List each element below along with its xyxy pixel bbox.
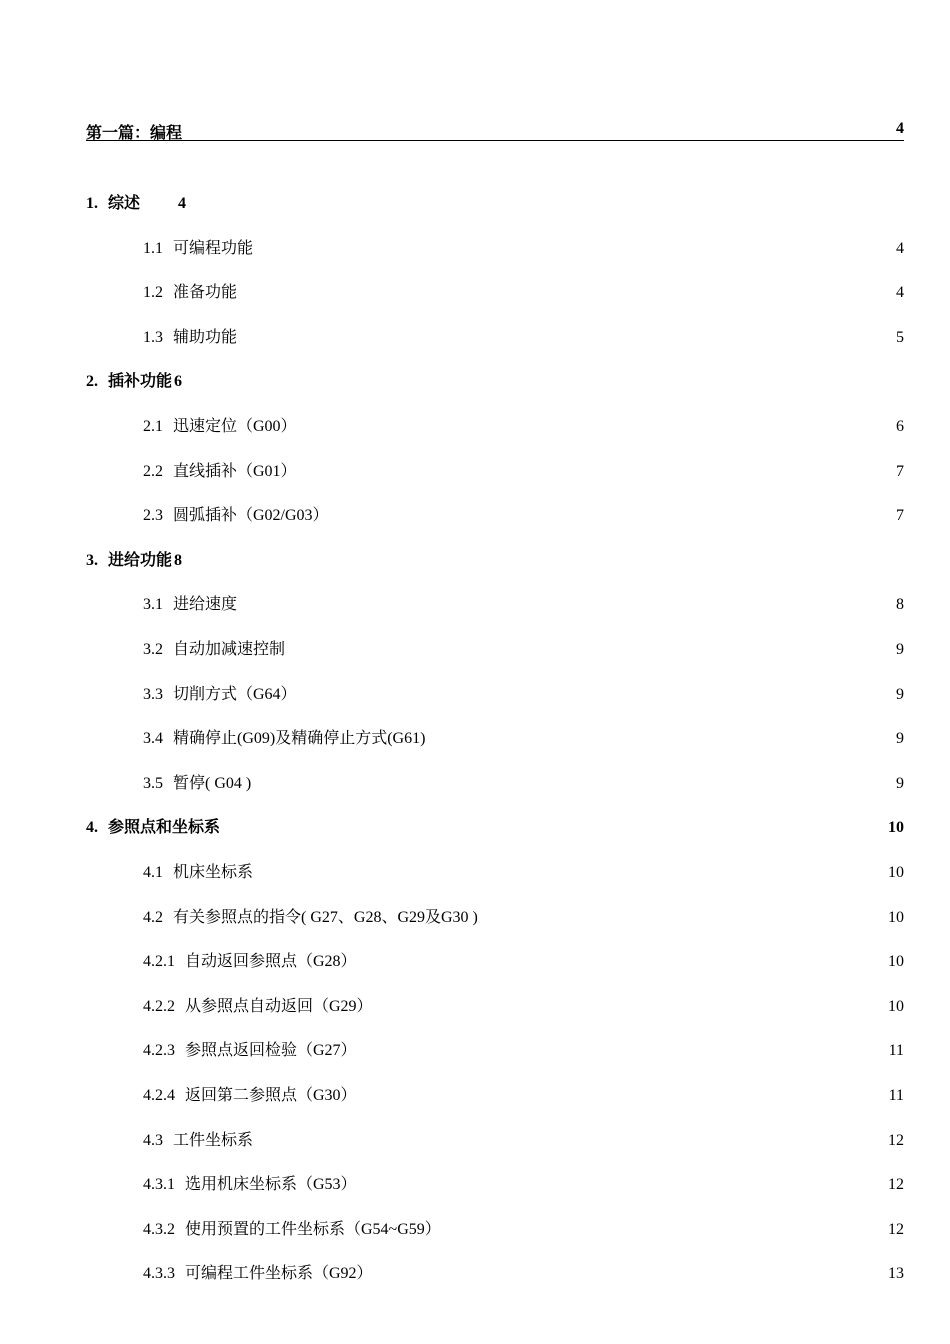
toc-entry-number: 3.2 [143, 641, 163, 658]
toc-section-entry[interactable] [143, 906, 904, 930]
toc-entry-page: 4 [896, 284, 904, 302]
toc-entry-page: 10 [888, 864, 904, 881]
toc-entry-title: 精确停止(G09)及精确停止方式(G61) [173, 730, 426, 748]
toc-entry-page: 7 [896, 462, 904, 480]
toc-section-entry[interactable] [143, 727, 904, 751]
toc-entry-page: 7 [896, 507, 904, 525]
toc-section-entry[interactable] [143, 950, 904, 974]
toc-section-entry[interactable] [143, 237, 904, 261]
toc-section-entry[interactable] [143, 281, 904, 305]
toc-entry-page: 13 [888, 1265, 904, 1283]
toc-section-entry[interactable] [143, 415, 904, 439]
toc-section-entry[interactable] [143, 1218, 904, 1242]
toc-section-entry[interactable] [143, 638, 904, 662]
toc-entry-page: 12 [888, 1220, 904, 1238]
toc-section-entry[interactable] [143, 1129, 904, 1153]
toc-chapter-entry[interactable] [86, 370, 904, 394]
toc-entry-title: 工件坐标系 [173, 1131, 254, 1149]
toc-entry-page: 11 [888, 1087, 904, 1104]
toc-entry-page: 9 [896, 685, 904, 703]
toc-entry-title: 迅速定位（G00） [173, 418, 297, 435]
toc-entry-page: 8 [896, 596, 904, 614]
toc-entry-number: 4. [86, 819, 98, 837]
toc-entry-title: 自动加减速控制 [173, 641, 286, 658]
part-heading-title: 第一篇：编程 [86, 125, 183, 142]
toc-entry-title: 进给功能 [108, 551, 173, 569]
toc-section-entry[interactable] [143, 1173, 904, 1197]
toc-entry-number: 3.4 [143, 730, 163, 748]
toc-entry-number: 4.2.4 [143, 1087, 175, 1104]
toc-entry-title: 圆弧插补（G02/G03） [173, 507, 329, 525]
toc-entry-number: 4.2 [143, 908, 163, 926]
toc-entry-title: 返回第二参照点（G30） [185, 1087, 357, 1104]
toc-entry-number: 2. [86, 373, 98, 391]
toc-entry-page: 10 [888, 953, 904, 971]
toc-entry-number: 3.3 [143, 685, 163, 703]
toc-entry-title: 直线插补（G01） [173, 462, 297, 480]
toc-entry-title: 辅助功能 [173, 328, 238, 346]
toc-entry-title: 综述 [108, 195, 141, 212]
toc-section-entry[interactable] [143, 460, 904, 484]
toc-entry-number: 4.2.3 [143, 1042, 175, 1060]
toc-entry-title: 可编程工件坐标系（G92） [185, 1265, 373, 1283]
toc-entry-page: 10 [888, 997, 904, 1015]
toc-entry-page: 9 [896, 774, 904, 792]
toc-entry-page: 4 [896, 239, 904, 257]
toc-entry-title: 使用预置的工件坐标系（G54~G59） [185, 1220, 441, 1238]
toc-section-entry[interactable] [143, 1084, 904, 1108]
toc-entry-number: 1. [86, 195, 98, 212]
toc-entry-page: 12 [888, 1131, 904, 1149]
toc-entry-number: 4.1 [143, 864, 163, 881]
toc-entry-title: 插补功能 [108, 373, 173, 391]
toc-entry-title: 可编程功能 [173, 239, 254, 257]
toc-entry-title: 选用机床坐标系（G53） [185, 1176, 357, 1194]
toc-entry-title: 暂停( G04 ) [173, 774, 252, 792]
toc-entry-number: 1.2 [143, 284, 163, 302]
toc-entry-number: 4.3.1 [143, 1176, 175, 1194]
toc-entry-title: 进给速度 [173, 596, 238, 614]
toc-entry-page: 9 [896, 730, 904, 748]
toc-chapter-entry[interactable] [86, 549, 904, 573]
toc-entry-page: 6 [896, 418, 904, 435]
toc-entry-page: 4 [178, 195, 187, 212]
toc-section-entry[interactable] [143, 504, 904, 528]
toc-entry-number: 2.3 [143, 507, 163, 525]
toc-entry-number: 3. [86, 551, 98, 569]
toc-entry-page: 6 [174, 373, 183, 391]
toc-entry-number: 2.1 [143, 418, 163, 435]
toc-entry-number: 4.3 [143, 1131, 163, 1149]
toc-entry-number: 4.2.1 [143, 953, 175, 971]
toc-entry-title: 参照点和坐标系 [108, 819, 221, 837]
toc-entry-number: 3.5 [143, 774, 163, 792]
toc-entry-page: 10 [888, 819, 904, 837]
toc-entry-title: 切削方式（G64） [173, 685, 297, 703]
toc-section-entry[interactable] [143, 1262, 904, 1286]
toc-entry-number: 4.3.3 [143, 1265, 175, 1283]
toc-entry-number: 4.3.2 [143, 1220, 175, 1238]
toc-entry-number: 1.1 [143, 239, 163, 257]
toc-entry-title: 有关参照点的指令( G27、G28、G29及G30 ) [173, 908, 478, 926]
toc-section-entry[interactable] [143, 861, 904, 885]
toc-entry-page: 12 [888, 1176, 904, 1194]
toc-entry-title: 准备功能 [173, 284, 238, 302]
part-heading-page: 4 [896, 120, 904, 137]
toc-section-entry[interactable] [143, 593, 904, 617]
toc-entry-title: 自动返回参照点（G28） [185, 953, 357, 971]
toc-entry-title: 机床坐标系 [173, 864, 254, 881]
toc-section-entry[interactable] [143, 683, 904, 707]
toc-section-entry[interactable] [143, 772, 904, 796]
toc-section-entry[interactable] [143, 995, 904, 1019]
toc-entry-title: 从参照点自动返回（G29） [185, 997, 373, 1015]
toc-section-entry[interactable] [143, 326, 904, 350]
toc-entry-page: 10 [888, 908, 904, 926]
toc-chapter-entry[interactable] [86, 192, 904, 216]
toc-section-entry[interactable] [143, 1039, 904, 1063]
toc-entry-number: 3.1 [143, 596, 163, 614]
toc-entry-page: 9 [896, 641, 904, 658]
toc-entry-page: 5 [896, 328, 904, 346]
toc-entry-page: 8 [174, 551, 183, 569]
toc-entry-number: 4.2.2 [143, 997, 175, 1015]
toc-chapter-entry[interactable] [86, 816, 904, 840]
toc-entry-number: 2.2 [143, 462, 163, 480]
toc-entry-page: 11 [888, 1042, 904, 1060]
toc-entry-number: 1.3 [143, 328, 163, 346]
part-heading [86, 118, 904, 141]
toc-entry-title: 参照点返回检验（G27） [185, 1042, 357, 1060]
